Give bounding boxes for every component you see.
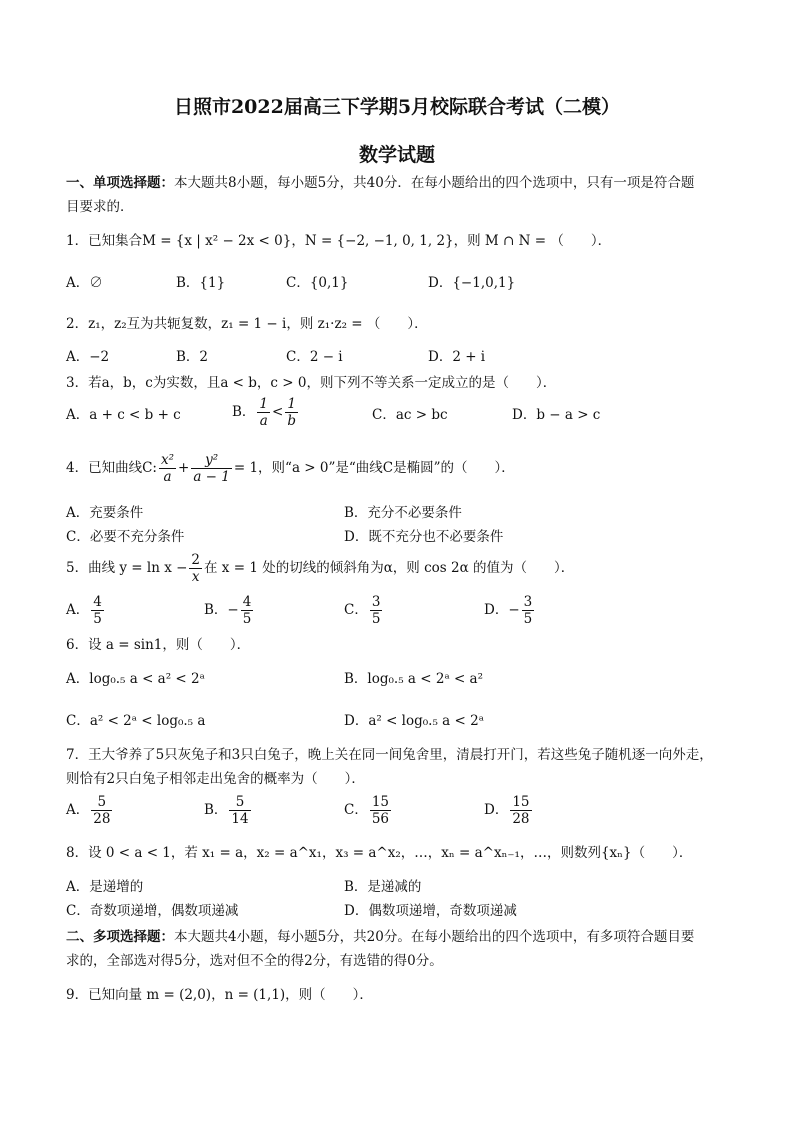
- section2-text2: 求的，全部选对得5分，选对但不全的得2分，有选错的得0分。: [66, 953, 443, 969]
- q5-option-b: B．− $\frac{4}{5}$: [204, 594, 252, 627]
- exam-title: 日照市2022届高三下学期5月校际联合考试（二模）: [173, 96, 621, 118]
- q8-stem: 8．设 0 < a < 1，若 x₁ = a，x₂ = a^x₁，x₃ = a^x₂，…，xₙ = a^xₙ₋₁，…，则数列{xₙ}（ ）．: [66, 845, 693, 861]
- q3-option-b-frac1: $\frac{1}{a}$: [259, 396, 269, 429]
- q2-option-c: C．2 − i: [286, 349, 343, 365]
- q2-option-a: A．−2: [66, 349, 110, 365]
- q2-stem: 2．z₁，z₂互为共轭复数，z₁ = 1 − i，则 z₁·z₂ = （ ）．: [66, 316, 428, 332]
- q4-stem: 4．已知曲线C: $\frac{\text{x²}}{a}$ + $\frac{\text{y²}}{a - 1}$ = 1，则“a > 0”是“曲线C是椭圆”的（ ）．: [66, 452, 515, 485]
- q4-frac2: $\frac{\text{y²}}{a - 1}$: [193, 452, 230, 485]
- q3-option-b-label: B．: [232, 404, 256, 420]
- q5-option-c: C． $\frac{3}{5}$: [344, 594, 381, 627]
- q7-option-b: B． $\frac{5}{14}$: [204, 794, 249, 827]
- q3-option-c: C．ac > bc: [372, 407, 448, 423]
- q1-stem: 1．已知集合M = {x | x² − 2x < 0}，N = {−2, −1, 0, 1, 2}，则 M ∩ N = （ ）．: [66, 233, 612, 249]
- q4-frac1: $\frac{\text{x²}}{a}$: [160, 452, 174, 485]
- q1-option-c: C．{0,1}: [286, 275, 349, 291]
- q7-option-c: C． $\frac{15}{56}$: [344, 794, 390, 827]
- q4-option-d: D．既不充分也不必要条件: [344, 529, 504, 545]
- section2-heading: 二、多项选择题：: [66, 929, 174, 945]
- section1-intro: [66, 174, 694, 192]
- q6-option-b: B．log₀.₅ a < 2ᵃ < a²: [344, 671, 484, 687]
- q4-option-c: C．必要不充分条件: [66, 529, 185, 545]
- section1-heading: 一、单项选择题：: [66, 175, 174, 191]
- q7-option-a: A． $\frac{5}{28}$: [66, 794, 111, 827]
- q1-option-d: D．{−1,0,1}: [428, 275, 516, 291]
- q3-option-a: A．a + c < b + c: [66, 407, 181, 423]
- q1-option-b: B．{1}: [176, 275, 226, 291]
- q6-option-d: D．a² < log₀.₅ a < 2ᵃ: [344, 713, 484, 729]
- q3-stem: 3．若a，b，c为实数，且a < b，c > 0，则下列不等关系一定成立的是（ ）．: [66, 375, 557, 391]
- q5-stem: 5．曲线 y = ln x − $\frac{2}{x}$ 在 x = 1 处的切线的倾斜角为α，则 cos 2α 的值为（ ）．: [66, 552, 575, 585]
- q7-option-d: D． $\frac{15}{28}$: [484, 794, 530, 827]
- q7-stem-line2: 则恰有2只白兔子相邻走出兔舍的概率为（ ）．: [66, 771, 365, 787]
- q3-option-d: D．b − a > c: [512, 407, 601, 423]
- q9-stem: 9．已知向量 m = (2,0)，n = (1,1)，则（ ）．: [66, 987, 373, 1003]
- q2-option-b: B．2: [176, 349, 209, 365]
- q7-stem-line1: 7．王大爷养了5只灰兔子和3只白兔子，晚上关在同一间兔舍里，清晨打开门，若这些兔子随机逐一向外走，: [66, 747, 713, 763]
- q6-option-a: A．log₀.₅ a < a² < 2ᵃ: [66, 671, 205, 687]
- q5-frac: $\frac{2}{x}$: [191, 552, 201, 585]
- section1-text2: 目要求的．: [66, 199, 134, 215]
- section2-intro: [66, 928, 694, 946]
- q1-option-a: A．∅: [66, 275, 103, 291]
- q3-option-b-frac2: $\frac{1}{b}$: [287, 396, 296, 429]
- q8-option-b: B．是递减的: [344, 879, 422, 895]
- section1-text1: 本大题共8小题，每小题5分，共40分．在每小题给出的四个选项中，只有一项是符合题: [174, 175, 695, 191]
- q8-option-c: C．奇数项递增，偶数项递减: [66, 903, 239, 919]
- q6-stem: 6．设 a = sin1，则（ ）．: [66, 637, 251, 653]
- q8-option-d: D．偶数项递增，奇数项递减: [344, 903, 517, 919]
- q4-option-b: B．充分不必要条件: [344, 505, 462, 521]
- q4-option-a: A．充要条件: [66, 505, 144, 521]
- q5-option-a: A． $\frac{4}{5}$: [66, 594, 102, 627]
- q8-option-a: A．是递增的: [66, 879, 144, 895]
- exam-subtitle: 数学试题: [358, 144, 435, 166]
- q3-option-b: B． $\frac{1}{a}$ < $\frac{1}{b}$: [232, 396, 296, 429]
- q2-option-d: D．2 + i: [428, 349, 486, 365]
- q5-option-d: D．− $\frac{3}{5}$: [484, 594, 533, 627]
- q6-option-c: C．a² < 2ᵃ < log₀.₅ a: [66, 713, 206, 729]
- section2-text1: 本大题共4小题，每小题5分，共20分。在每小题给出的四个选项中，有多项符合题目要: [174, 929, 695, 945]
